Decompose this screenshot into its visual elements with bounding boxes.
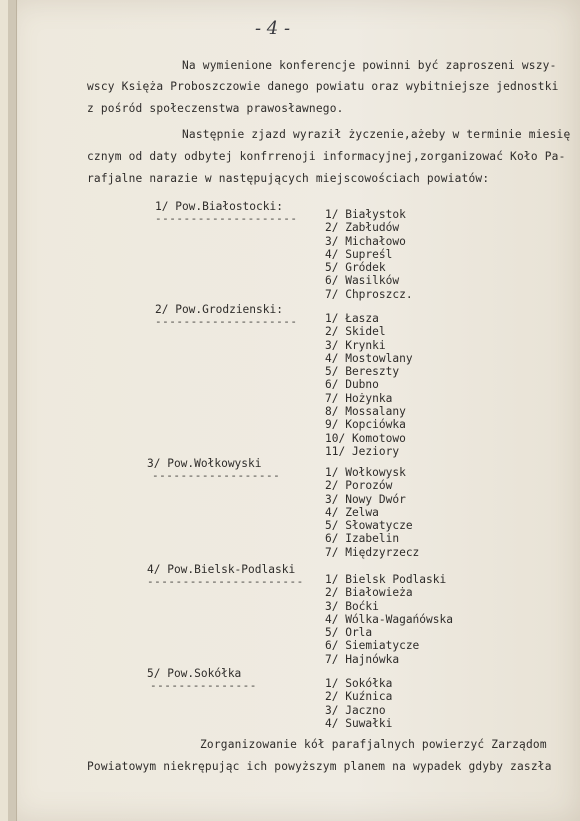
list-item: 10/ Komotowo xyxy=(325,431,406,445)
paragraph-line: rafjalne narazie w następujących miejscowościach powiatów: xyxy=(87,172,490,185)
parish-list xyxy=(325,677,392,730)
heading-underline: -------------------- xyxy=(155,212,298,225)
list-item: 1/ Łasza xyxy=(325,312,379,325)
list-item: 6/ Izabelin xyxy=(325,532,400,546)
list-item: 5/ Orla xyxy=(325,626,373,640)
heading-underline: ---------------------- xyxy=(147,575,304,588)
section-heading: 1/ Pow.Białostocki: xyxy=(155,200,283,213)
list-item: 7/ Hajnówka xyxy=(325,652,400,666)
list-item: 3/ Jaczno xyxy=(325,703,386,717)
paragraph-line: wscy Księża Proboszczowie danego powiatu oraz wybitniejsze jednostki xyxy=(87,80,559,93)
list-item: 3/ Boćki xyxy=(325,599,379,613)
heading-underline: --------------- xyxy=(150,679,257,692)
list-item: 5/ Bereszty xyxy=(325,365,400,379)
list-item: 1/ Wołkowysk xyxy=(325,466,406,479)
list-item: 9/ Kopciówka xyxy=(325,418,406,432)
list-item: 4/ Supreśl xyxy=(325,247,393,261)
list-item: 5/ Słowatycze xyxy=(325,519,413,533)
list-item: 5/ Gródek xyxy=(325,261,386,275)
list-item: 1/ Sokółka xyxy=(325,677,393,690)
paragraph-line: z pośród społeczenstwa prawosławnego. xyxy=(87,102,344,115)
paragraph-line: cznym od daty odbytej konfrrenoji informacyjnej,zorganizować Koło Pa- xyxy=(87,150,566,163)
list-item: 3/ Krynki xyxy=(325,338,386,352)
closing-line: Powiatowym niekrępując ich powyższym planem na wypadek gdyby zaszła xyxy=(87,760,552,773)
parish-list xyxy=(325,573,453,666)
list-item: 7/ Chproszcz. xyxy=(325,287,413,301)
list-item: 8/ Mossalany xyxy=(325,405,406,419)
list-item: 4/ Suwałki xyxy=(325,716,393,730)
paragraph-line: Na wymienione konferencje powinni być zaproszeni wszy- xyxy=(182,59,557,72)
list-item: 1/ Białystok xyxy=(325,208,406,221)
list-item: 6/ Siemiatycze xyxy=(325,639,420,653)
list-item: 2/ Zabłudów xyxy=(325,221,400,235)
section-heading: 4/ Pow.Bielsk-Podlaski xyxy=(147,563,296,576)
list-item: 3/ Nowy Dwór xyxy=(325,492,406,506)
paragraph-line: Następnie zjazd wyraził życzenie,ażeby w terminie miesię xyxy=(182,128,571,141)
list-item: 1/ Bielsk Podlaski xyxy=(325,573,447,586)
page-binding-edge xyxy=(8,0,17,821)
parish-list xyxy=(325,312,413,458)
list-item: 7/ Hożynka xyxy=(325,391,393,405)
section-heading: 3/ Pow.Wołkowyski xyxy=(147,457,262,470)
list-item: 4/ Mostowlany xyxy=(325,351,413,365)
list-item: 7/ Międzyrzecz xyxy=(325,545,420,559)
list-item: 4/ Wólka-Wagańówska xyxy=(325,612,453,626)
heading-underline: ------------------ xyxy=(152,469,281,482)
section-heading: 5/ Pow.Sokółka xyxy=(147,667,242,680)
list-item: 6/ Dubno xyxy=(325,378,379,392)
list-item: 2/ Białowieża xyxy=(325,586,413,600)
heading-underline: -------------------- xyxy=(155,315,298,328)
list-item: 2/ Skidel xyxy=(325,325,386,339)
parish-list xyxy=(325,208,413,301)
list-item: 3/ Michałowo xyxy=(325,234,406,248)
parish-list xyxy=(325,466,419,559)
list-item: 2/ Kuźnica xyxy=(325,690,393,704)
list-item: 4/ Zelwa xyxy=(325,505,379,519)
closing-line: Zorganizowanie kół parafjalnych powierzyć Zarządom xyxy=(200,738,547,751)
page-number: - 4 - xyxy=(255,18,291,39)
list-item: 11/ Jeziory xyxy=(325,444,400,458)
list-item: 6/ Wasilków xyxy=(325,274,400,288)
document-page xyxy=(8,0,580,821)
section-heading: 2/ Pow.Grodzienski: xyxy=(155,303,283,316)
list-item: 2/ Porozów xyxy=(325,479,393,493)
